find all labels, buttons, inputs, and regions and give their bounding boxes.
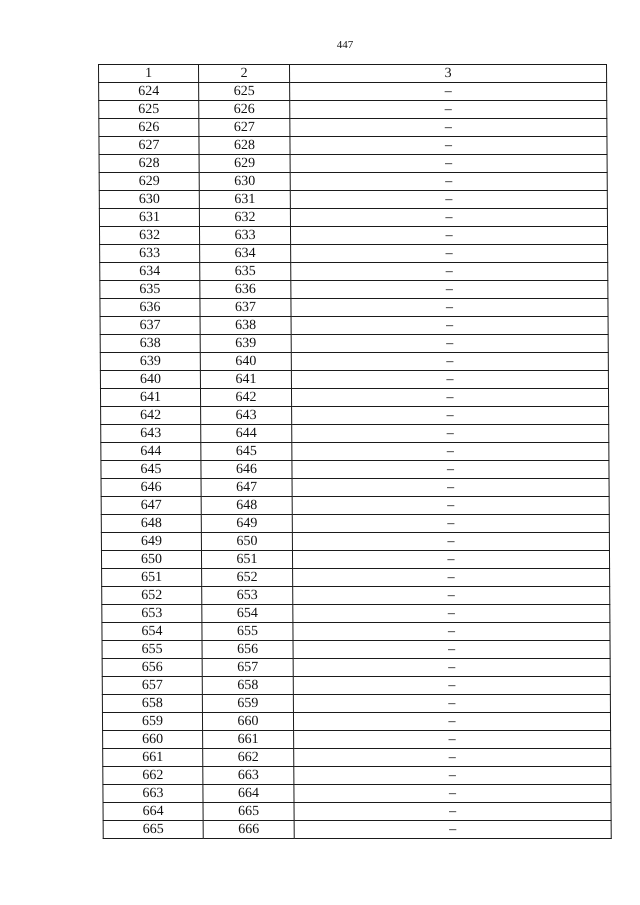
table-row <box>99 137 607 155</box>
data-table <box>98 64 612 839</box>
table-cell-col-2: 664 <box>203 785 294 803</box>
table-row <box>100 299 608 317</box>
table-row <box>100 245 608 263</box>
table-row <box>101 407 609 425</box>
table-cell-col-1: 655 <box>102 641 202 659</box>
table-cell-col-1: 632 <box>99 227 199 245</box>
table-cell-col-1: 625 <box>99 101 199 119</box>
table-cell-col-1: 650 <box>101 551 201 569</box>
table-cell-col-1: 644 <box>101 443 201 461</box>
table-cell-col-1: 647 <box>101 497 201 515</box>
table-cell-col-1: 639 <box>100 353 200 371</box>
table-row <box>103 785 611 803</box>
table-cell-col-3: – <box>292 497 609 515</box>
table-cell-col-1: 635 <box>100 281 200 299</box>
table-row <box>101 425 609 443</box>
column-header-1: 1 <box>99 65 199 83</box>
table-cell-col-2: 640 <box>200 353 291 371</box>
table-cell-col-2: 656 <box>202 641 293 659</box>
table-cell-col-2: 629 <box>199 155 290 173</box>
table-row <box>102 659 610 677</box>
table-cell-col-3: – <box>292 425 609 443</box>
table-cell-col-3: – <box>291 389 608 407</box>
table-row <box>101 515 609 533</box>
table-cell-col-3: – <box>291 335 608 353</box>
table-cell-col-1: 643 <box>101 425 201 443</box>
table-row <box>99 155 607 173</box>
table-cell-col-1: 658 <box>102 695 202 713</box>
table-cell-col-2: 665 <box>203 803 294 821</box>
table-cell-col-1: 633 <box>100 245 200 263</box>
table-row <box>101 479 609 497</box>
table-cell-col-2: 663 <box>203 767 294 785</box>
table-cell-col-2: 638 <box>200 317 291 335</box>
table-row <box>99 191 607 209</box>
table-row <box>102 677 610 695</box>
table-cell-col-3: – <box>291 245 608 263</box>
table-cell-col-1: 642 <box>101 407 201 425</box>
table-row <box>100 371 608 389</box>
table-cell-col-2: 661 <box>203 731 294 749</box>
table-cell-col-3: – <box>291 353 608 371</box>
column-header-2: 2 <box>199 65 290 83</box>
table-cell-col-3: – <box>292 533 609 551</box>
table-cell-col-1: 657 <box>102 677 202 695</box>
table-cell-col-1: 636 <box>100 299 200 317</box>
table-cell-col-2: 641 <box>200 371 291 389</box>
table-row <box>100 263 608 281</box>
table-cell-col-1: 653 <box>102 605 202 623</box>
table-cell-col-3: – <box>290 101 607 119</box>
table-row <box>101 533 609 551</box>
table-cell-col-2: 653 <box>202 587 293 605</box>
table-cell-col-2: 649 <box>201 515 292 533</box>
table-cell-col-3: – <box>294 803 611 821</box>
table-cell-col-3: – <box>290 173 607 191</box>
table-row <box>101 497 609 515</box>
table-cell-col-1: 646 <box>101 479 201 497</box>
table-header <box>99 65 607 83</box>
table-row <box>103 821 611 839</box>
table-cell-col-3: – <box>294 749 611 767</box>
table-cell-col-1: 652 <box>102 587 202 605</box>
table-cell-col-2: 639 <box>200 335 291 353</box>
table-cell-col-1: 665 <box>103 821 203 839</box>
table-cell-col-2: 644 <box>201 425 292 443</box>
table-row <box>102 623 610 641</box>
table-cell-col-2: 651 <box>201 551 292 569</box>
table-row <box>102 641 610 659</box>
table-cell-col-1: 627 <box>99 137 199 155</box>
table-row <box>102 587 610 605</box>
table-row <box>99 227 607 245</box>
table-row <box>101 551 609 569</box>
table-cell-col-3: – <box>293 659 610 677</box>
table-row <box>101 461 609 479</box>
table-cell-col-3: – <box>294 785 611 803</box>
table-row <box>103 767 611 785</box>
table-cell-col-1: 660 <box>103 731 203 749</box>
table-cell-col-2: 652 <box>202 569 293 587</box>
table-cell-col-1: 661 <box>103 749 203 767</box>
table-cell-col-3: – <box>290 209 607 227</box>
table-cell-col-1: 624 <box>99 83 199 101</box>
table-cell-col-3: – <box>291 371 608 389</box>
table-cell-col-3: – <box>293 695 610 713</box>
table-cell-col-1: 631 <box>99 209 199 227</box>
table-cell-col-2: 655 <box>202 623 293 641</box>
table-cell-col-1: 626 <box>99 119 199 137</box>
table-cell-col-3: – <box>290 83 607 101</box>
table-cell-col-3: – <box>294 821 611 839</box>
table-cell-col-3: – <box>293 569 610 587</box>
table-cell-col-2: 658 <box>202 677 293 695</box>
table-cell-col-3: – <box>291 263 608 281</box>
table-cell-col-3: – <box>293 587 610 605</box>
table-cell-col-2: 659 <box>202 695 293 713</box>
table-cell-col-2: 648 <box>201 497 292 515</box>
table-cell-col-1: 649 <box>101 533 201 551</box>
table-cell-col-3: – <box>291 281 608 299</box>
table-cell-col-2: 643 <box>201 407 292 425</box>
table-cell-col-1: 645 <box>101 461 201 479</box>
table-cell-col-2: 646 <box>201 461 292 479</box>
table-cell-col-3: – <box>290 119 607 137</box>
table-row <box>100 317 608 335</box>
table-cell-col-1: 662 <box>103 767 203 785</box>
table-cell-col-3: – <box>291 299 608 317</box>
table-cell-col-3: – <box>290 227 607 245</box>
table-cell-col-2: 627 <box>199 119 290 137</box>
table-cell-col-1: 637 <box>100 317 200 335</box>
table-cell-col-3: – <box>292 443 609 461</box>
table-cell-col-3: – <box>292 551 609 569</box>
table-cell-col-2: 650 <box>201 533 292 551</box>
table-row <box>100 281 608 299</box>
table-cell-col-2: 654 <box>202 605 293 623</box>
table-cell-col-2: 635 <box>200 263 291 281</box>
table-row <box>99 101 607 119</box>
table-cell-col-3: – <box>293 677 610 695</box>
table-cell-col-1: 659 <box>102 713 202 731</box>
table-cell-col-3: – <box>293 713 610 731</box>
table-row <box>103 803 611 821</box>
table-cell-col-1: 648 <box>101 515 201 533</box>
table-row <box>103 749 611 767</box>
table-cell-col-2: 666 <box>203 821 294 839</box>
table-cell-col-1: 634 <box>100 263 200 281</box>
table-cell-col-2: 657 <box>202 659 293 677</box>
table-cell-col-3: – <box>290 191 607 209</box>
table-cell-col-2: 630 <box>199 173 290 191</box>
table-row <box>102 713 610 731</box>
table-cell-col-1: 638 <box>100 335 200 353</box>
table-cell-col-3: – <box>293 641 610 659</box>
table-row <box>102 695 610 713</box>
header-row <box>99 65 607 83</box>
table-cell-col-1: 654 <box>102 623 202 641</box>
table-cell-col-1: 640 <box>100 371 200 389</box>
table-cell-col-1: 656 <box>102 659 202 677</box>
table-cell-col-3: – <box>293 605 610 623</box>
page-number: 447 <box>336 39 354 51</box>
table-row <box>101 443 609 461</box>
table-cell-col-2: 660 <box>202 713 293 731</box>
table-row <box>102 605 610 623</box>
table-cell-col-1: 641 <box>100 389 200 407</box>
table-cell-col-3: – <box>292 515 609 533</box>
table-cell-col-2: 645 <box>201 443 292 461</box>
table-cell-col-2: 636 <box>200 281 291 299</box>
table-cell-col-3: – <box>290 137 607 155</box>
column-header-3: 3 <box>290 65 607 83</box>
table-cell-col-2: 634 <box>200 245 291 263</box>
table-row <box>102 569 610 587</box>
table-cell-col-2: 625 <box>199 83 290 101</box>
table-body <box>99 83 612 839</box>
table-row <box>99 119 607 137</box>
table-cell-col-2: 647 <box>201 479 292 497</box>
table-cell-col-2: 628 <box>199 137 290 155</box>
table-cell-col-3: – <box>294 731 611 749</box>
table-cell-col-1: 628 <box>99 155 199 173</box>
table-row <box>99 83 607 101</box>
table-row <box>103 731 611 749</box>
table-cell-col-1: 651 <box>102 569 202 587</box>
table-cell-col-1: 663 <box>103 785 203 803</box>
table-cell-col-2: 633 <box>199 227 290 245</box>
table-cell-col-2: 637 <box>200 299 291 317</box>
table-cell-col-3: – <box>292 461 609 479</box>
table-cell-col-1: 664 <box>103 803 203 821</box>
table-row <box>99 209 607 227</box>
table-cell-col-2: 662 <box>203 749 294 767</box>
table-cell-col-3: – <box>294 767 611 785</box>
table-cell-col-2: 626 <box>199 101 290 119</box>
table-row <box>100 335 608 353</box>
table-row <box>99 173 607 191</box>
table-cell-col-1: 629 <box>99 173 199 191</box>
table-cell-col-3: – <box>290 155 607 173</box>
table-cell-col-3: – <box>292 407 609 425</box>
table-cell-col-2: 632 <box>199 209 290 227</box>
table-cell-col-2: 631 <box>199 191 290 209</box>
table-cell-col-2: 642 <box>200 389 291 407</box>
table-cell-col-3: – <box>293 623 610 641</box>
table-cell-col-1: 630 <box>99 191 199 209</box>
table-row <box>100 389 608 407</box>
table-row <box>100 353 608 371</box>
table-cell-col-3: – <box>291 317 608 335</box>
table-cell-col-3: – <box>292 479 609 497</box>
